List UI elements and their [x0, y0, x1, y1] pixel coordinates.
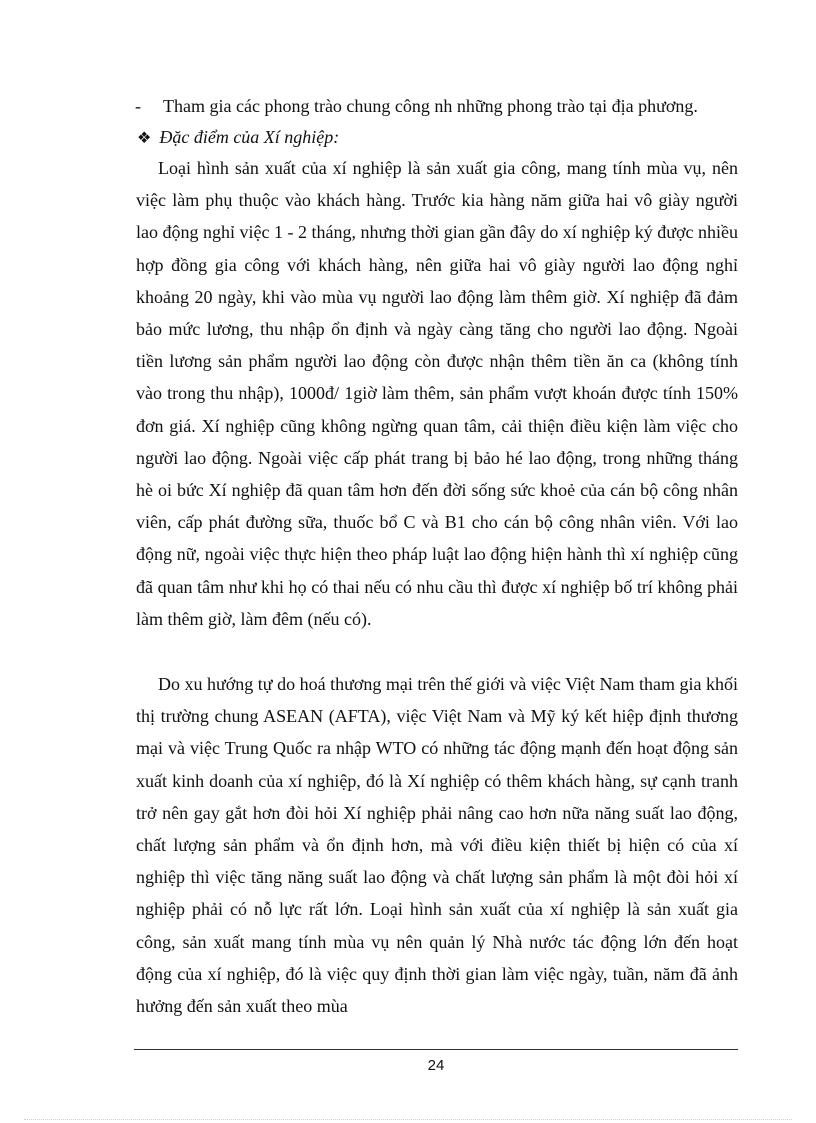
diamond-bullet-icon: ❖ [137, 130, 152, 147]
page-number: 24 [427, 1057, 445, 1074]
bullet-item-text: Tham gia các phong trào chung công nh những phong trào tại địa phương. [163, 96, 698, 116]
body-paragraph-2: Do xu hướng tự do hoá thương mại trên thế giới và việc Việt Nam tham gia khối thị trường chung ASEAN (AFTA), việc Việt Nam và Mỹ ký kết hiệp định thương mại và việc Trung Quốc ra nhập WTO có những tác động mạnh đến hoạt động sản xuất kinh doanh của xí nghiệp, đó là Xí nghiệp có thêm khách hàng, sự cạnh tranh trở nên gay gắt hơn đòi hỏi Xí nghiệp phải nâng cao hơn nữa năng suất lao động, chất lượng sản phẩm và ổn định hơn, mà với điều kiện thiết bị hiện có của xí nghiệp thì việc tăng năng suất lao động và chất lượng sản phẩm là một đòi hỏi xí nghiệp phải có nỗ lực rất lớn. Loại hình sản xuất của xí nghiệp là sản xuất gia công, sản xuất mang tính mùa vụ nên quản lý Nhà nước tác động lớn đến hoạt động của xí nghiệp, đó là việc quy định thời gian làm việc ngày, tuần, năm đã ảnh hưởng đến sản xuất theo mùa [136, 674, 738, 1017]
section-heading-text: Đặc điểm của Xí nghiệp: [159, 127, 340, 147]
body-paragraph-1: Loại hình sản xuất của xí nghiệp là sản xuất gia công, mang tính mùa vụ, nên việc làm phụ thuộc vào khách hàng. Trước kia hàng năm giữa hai vô giày người lao động nghỉ việc 1 - 2 tháng, nhưng thời gian gần đây do xí nghiệp ký được nhiều hợp đồng gia công với khách hàng, nên giữa hai vô giày người lao động nghỉ khoảng 20 ngày, khi vào mùa vụ người lao động làm thêm giờ. Xí nghiệp đã đảm bảo mức lương, thu nhập ổn định và ngày càng tăng cho người lao động. Ngoài tiền lương sản phẩm người lao động còn được nhận thêm tiền ăn ca (không tính vào trong thu nhập), 1000đ/ 1giờ làm thêm, sản phẩm vượt khoán được tính 150% đơn giá. Xí nghiệp cũng không ngừng quan tâm, cải thiện điều kiện làm việc cho người lao động. Ngoài việc cấp phát trang bị bảo hé lao động, trong những tháng hè oi bức Xí nghiệp đã quan tâm hơn đến đời sống sức khoẻ của cán bộ công nhân viên, cấp phát đường sữa, thuốc bổ C và B1 cho cán bộ công nhân viên. Với lao động nữ, ngoài việc thực hiện theo pháp luật lao động hiện hành thì xí nghiệp cũng đã quan tâm như khi họ có thai nếu có nhu cầu thì được xí nghiệp bố trí không phải làm thêm giờ, làm đêm (nếu có). [136, 158, 738, 629]
section-heading [137, 126, 339, 150]
page-edge-divider [24, 1119, 792, 1120]
footer-divider [134, 1049, 738, 1050]
bullet-marker: - [135, 96, 141, 116]
